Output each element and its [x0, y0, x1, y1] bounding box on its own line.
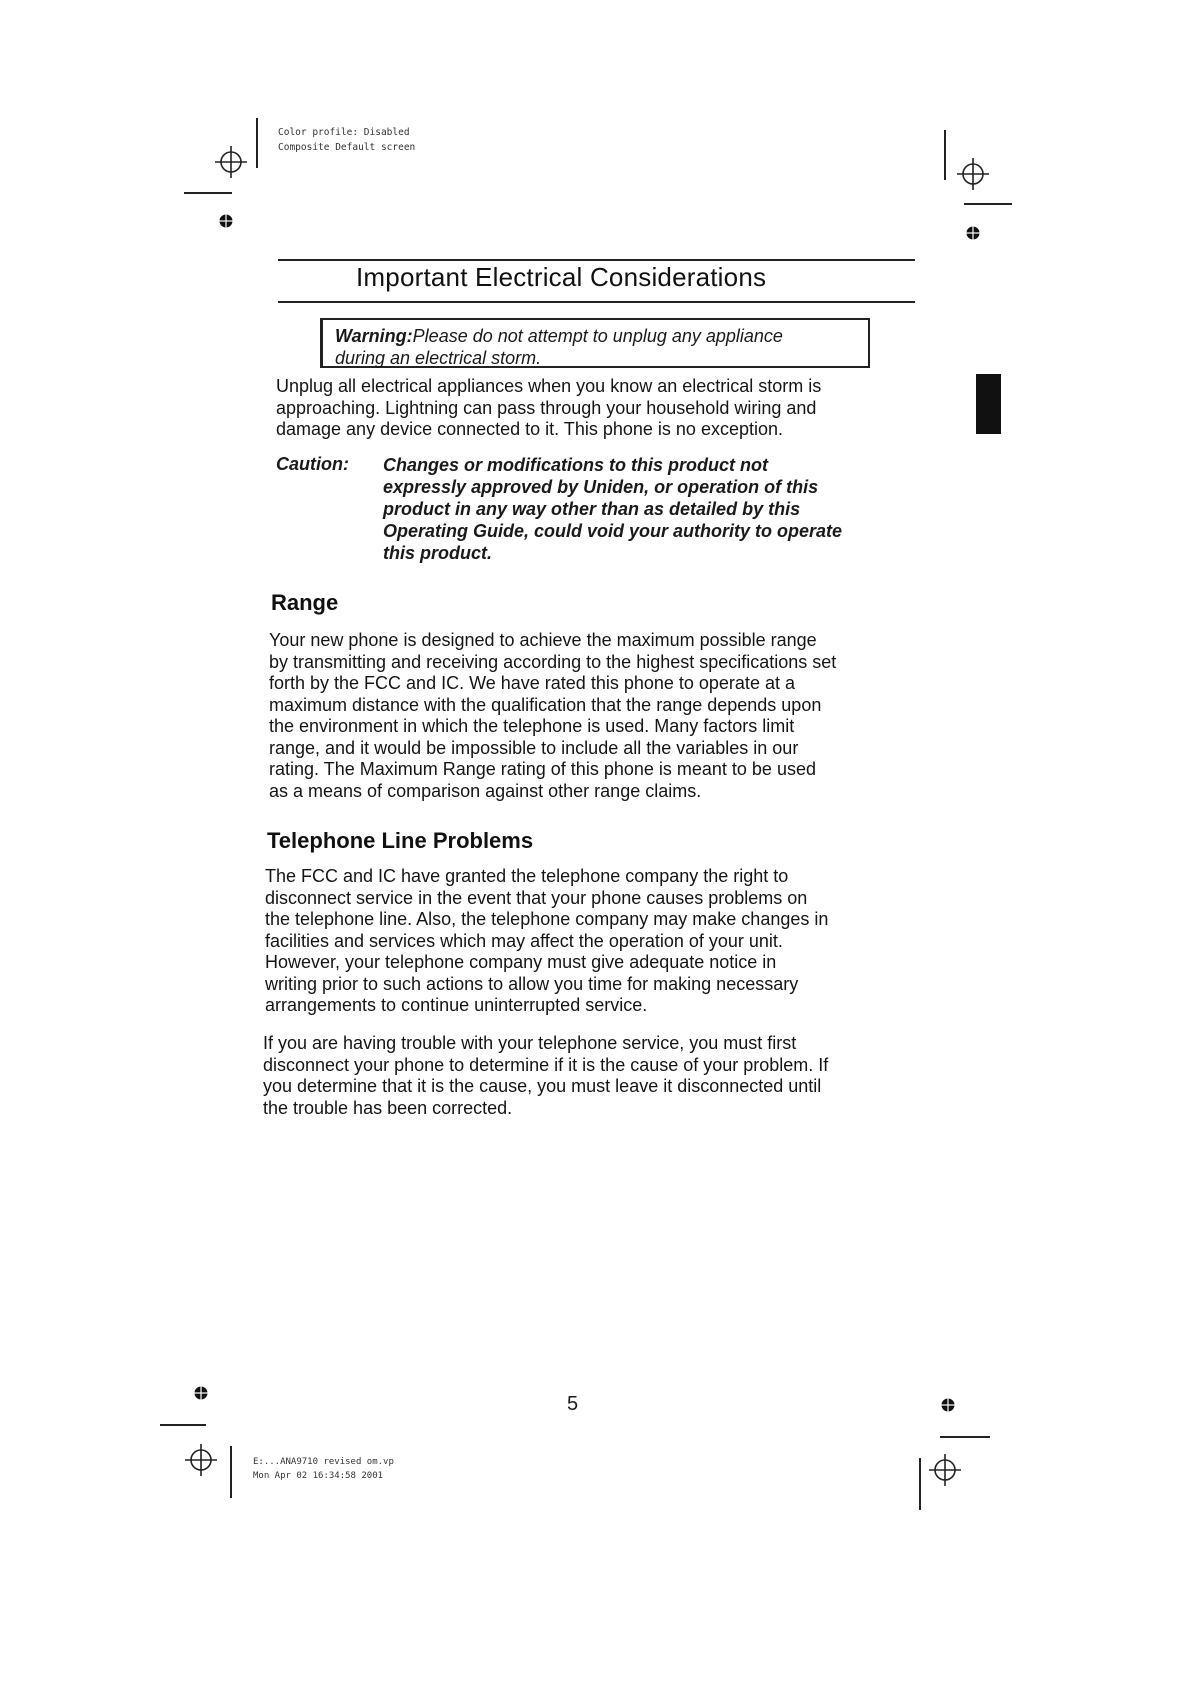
paragraph-line: by transmitting and receiving according to the highest specifications set [269, 651, 837, 672]
page-title: Important Electrical Considerations [356, 262, 767, 292]
caution-label: Caution: [276, 454, 349, 474]
section-tab-marker [976, 374, 1001, 434]
crop-line-bottom-right [919, 1458, 921, 1510]
paragraph-line: writing prior to such actions to allow you time for making necessary [265, 973, 799, 994]
paragraph-line: disconnect service in the event that your phone causes problems on [265, 887, 808, 908]
paragraph-line: forth by the FCC and IC. We have rated this phone to operate at a [269, 673, 795, 693]
telephone-line-heading: Telephone Line Problems [267, 828, 534, 853]
paragraph-line: rating. The Maximum Range rating of this phone is meant to be used [269, 759, 816, 779]
alignment-dot-icon [219, 214, 233, 228]
caution-line: Changes or modifications to this product not [383, 455, 768, 475]
crop-line-top-left-h [184, 192, 232, 194]
registration-mark-icon [927, 1452, 963, 1488]
caution-line: Operating Guide, could void your authority to operate [383, 521, 843, 541]
crop-line-top-left [256, 118, 258, 168]
paragraph-line: Your new phone is designed to achieve the maximum possible range [269, 630, 817, 650]
title-rule-top [278, 259, 915, 261]
warning-label: Warning: [335, 326, 413, 346]
paragraph-line: approaching. Lightning can pass through your household wiring and [276, 397, 817, 418]
registration-mark-icon [183, 1442, 219, 1478]
paragraph-line: you determine that it is the cause, you must leave it disconnected until [263, 1076, 822, 1096]
alignment-dot-icon [966, 226, 980, 240]
paragraph-line: Unplug all electrical appliances when you know an electrical storm is [276, 376, 822, 396]
paragraph-line: If you are having trouble with your telephone service, you must first [263, 1033, 797, 1053]
caution-line: this product. [383, 543, 492, 563]
warning-box [320, 318, 870, 368]
print-info-top [278, 125, 415, 155]
paragraph-line: disconnect your phone to determine if it is the cause of your problem. If [263, 1054, 829, 1075]
composite-text: Composite Default screen [278, 142, 416, 153]
paragraph-line: The FCC and IC have granted the telephone company the right to [265, 866, 789, 886]
caution-text [383, 454, 903, 564]
crop-line-bottom-left-h [160, 1424, 206, 1426]
range-paragraph [269, 630, 929, 802]
crop-line-bottom-right-h [940, 1436, 990, 1438]
caution-line: expressly approved by Uniden, or operation of this [383, 477, 819, 497]
crop-line-bottom-left [230, 1446, 232, 1498]
file-path-text: E:...ANA9710 revised om.vp [253, 1457, 394, 1467]
color-profile-text: Color profile: Disabled [278, 127, 410, 138]
crop-line-top-right [944, 130, 946, 180]
paragraph-line: the environment in which the telephone is used. Many factors limit [269, 716, 795, 736]
paragraph-line: However, your telephone company must give adequate notice in [265, 952, 777, 972]
page-number: 5 [567, 1393, 579, 1415]
paragraph-line: the trouble has been corrected. [263, 1097, 513, 1118]
paragraph-line: range, and it would be impossible to include all the variables in our [269, 737, 799, 758]
registration-mark-icon [955, 156, 991, 192]
warning-text-line1: Please do not attempt to unplug any appliance [412, 326, 783, 346]
paragraph-line: maximum distance with the qualification that the range depends upon [269, 694, 822, 715]
paragraph-line: as a means of comparison against other range claims. [269, 780, 702, 801]
title-rule-bottom [278, 301, 915, 303]
print-info-bottom [253, 1455, 394, 1483]
print-date-text: Mon Apr 02 16:34:58 2001 [253, 1471, 384, 1481]
range-heading: Range [271, 590, 339, 615]
registration-mark-icon [213, 144, 249, 180]
paragraph-line: arrangements to continue uninterrupted service. [265, 995, 648, 1015]
alignment-dot-icon [941, 1398, 955, 1412]
telephone-line-paragraph-2 [263, 1033, 923, 1119]
alignment-dot-icon [194, 1386, 208, 1400]
paragraph-line: damage any device connected to it. This phone is no exception. [276, 419, 783, 439]
unplug-paragraph [276, 376, 916, 441]
caution-line: product in any way other than as detailed by this [383, 499, 801, 519]
crop-line-top-right-h [964, 203, 1012, 205]
paragraph-line: the telephone line. Also, the telephone company may make changes in [265, 909, 829, 929]
paragraph-line: facilities and services which may affect the operation of your unit. [265, 930, 783, 951]
telephone-line-paragraph-1 [265, 866, 925, 1017]
warning-text-line2: during an electrical storm. [335, 348, 542, 368]
